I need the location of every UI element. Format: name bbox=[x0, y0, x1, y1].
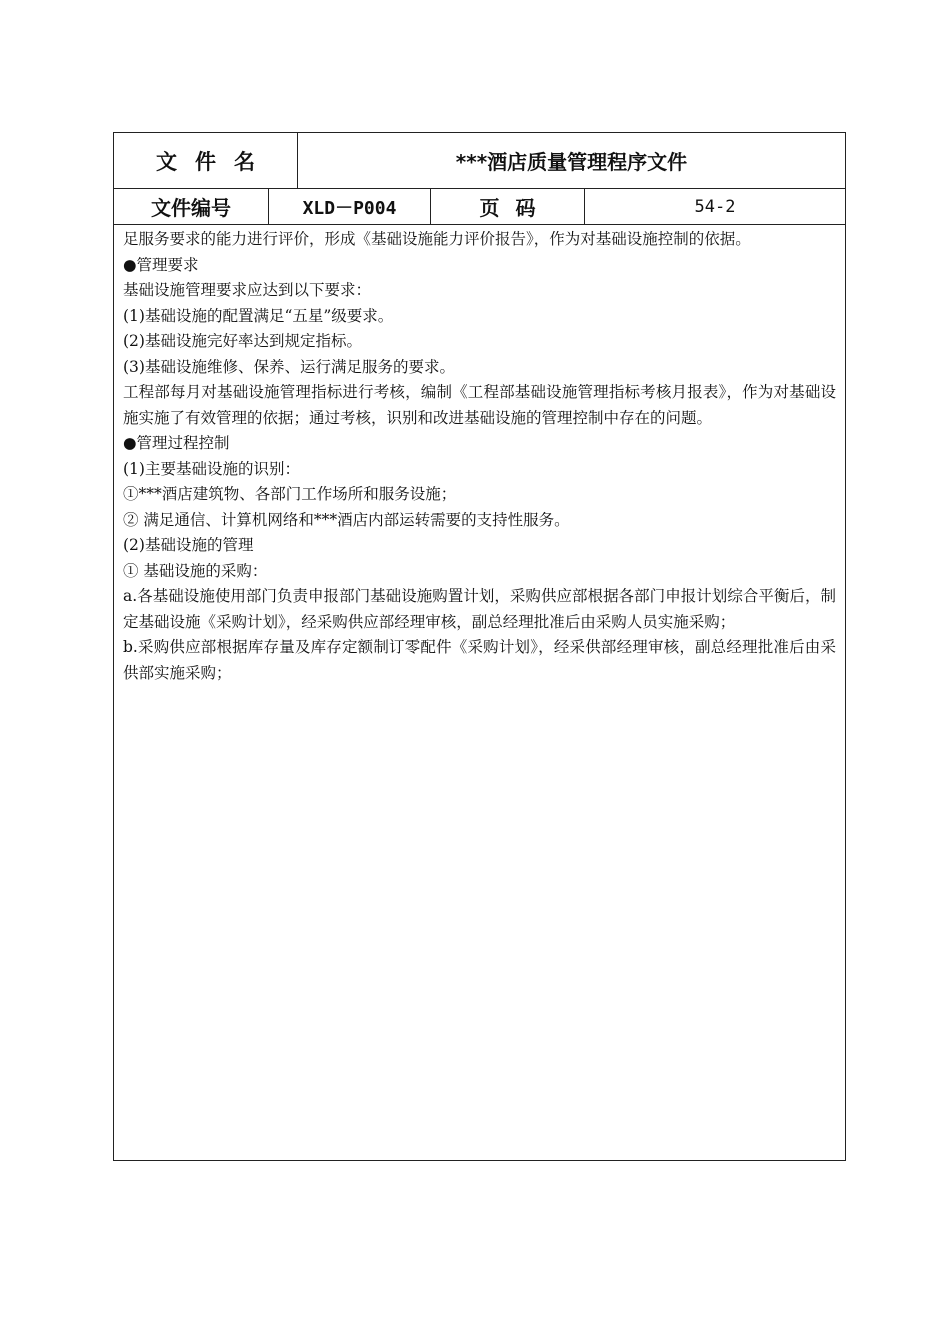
file-code-value: XLD－P004 bbox=[269, 189, 431, 224]
list-item: (3)基础设施维修、保养、运行满足服务的要求。 bbox=[123, 357, 455, 376]
list-item: ② 满足通信、计算机网络和***酒店内部运转需要的支持性服务。 bbox=[123, 510, 570, 529]
list-item: (2)基础设施完好率达到规定指标。 bbox=[123, 332, 362, 350]
list-item: ① 基础设施的采购： bbox=[123, 561, 268, 580]
page-number-label: 页码 bbox=[431, 189, 585, 224]
paragraph: 足服务要求的能力进行评价，形成《基础设施能力评价报告》，作为对基础设施控制的依据。 bbox=[123, 230, 751, 248]
header-row-title bbox=[114, 133, 845, 189]
file-code-label: 文件编号 bbox=[114, 189, 269, 224]
list-item: (2)基础设施的管理 bbox=[123, 536, 254, 554]
list-item: ①***酒店建筑物、各部门工作场所和服务设施； bbox=[123, 485, 457, 503]
paragraph: 基础设施管理要求应达到以下要求： bbox=[123, 281, 372, 299]
paragraph: a.各基础设施使用部门负责申报部门基础设施购置计划，采购供应部根据各部门申报计划综合平衡后，制定基础设施《采购计划》，经采购供应部经理审核，副总经理批准后由采购人员实施采购； bbox=[123, 587, 836, 631]
file-name-label: 文件名 bbox=[114, 133, 298, 188]
section-heading: ●管理过程控制 bbox=[123, 434, 230, 452]
section-heading: ●管理要求 bbox=[123, 255, 199, 274]
document-title: ***酒店质量管理程序文件 bbox=[455, 150, 688, 174]
list-item: (1)主要基础设施的识别： bbox=[123, 459, 300, 478]
page-number-value: 54-2 bbox=[694, 196, 736, 217]
list-item: (1)基础设施的配置满足“五星”级要求。 bbox=[123, 306, 394, 325]
document-frame bbox=[113, 132, 846, 1161]
header-row-meta bbox=[114, 189, 845, 225]
document-body bbox=[123, 227, 836, 686]
paragraph: b.采购供应部根据库存量及库存定额制订零配件《采购计划》，经采供部经理审核，副总经理批准后由采供部实施采购； bbox=[123, 638, 836, 682]
paragraph: 工程部每月对基础设施管理指标进行考核，编制《工程部基础设施管理指标考核月报表》，作为对基础设施实施了有效管理的依据；通过考核，识别和改进基础设施的管理控制中存在的问题。 bbox=[123, 383, 836, 427]
